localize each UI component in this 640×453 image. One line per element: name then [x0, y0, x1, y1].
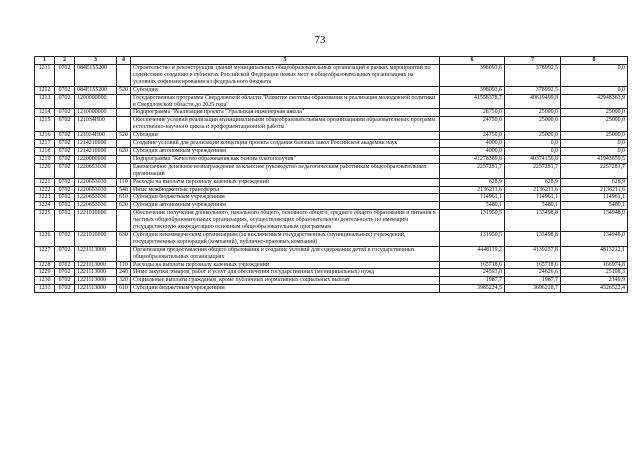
expense-type-code	[117, 94, 131, 109]
row-number: 1220	[35, 163, 55, 178]
section-code: 0702	[55, 178, 75, 186]
amount-col-8: 2257281,7	[561, 163, 628, 178]
target-article-code: 084E155200	[75, 86, 117, 94]
amount-col-6: 24593,0	[440, 269, 505, 277]
amount-col-6: 24750,0	[440, 117, 505, 132]
budget-table	[34, 56, 628, 293]
expense-type-code	[117, 140, 131, 148]
table-row	[35, 285, 628, 293]
amount-col-8: 0,0	[561, 147, 628, 155]
section-code: 0702	[55, 109, 75, 117]
amount-col-8: 25000,0	[561, 117, 628, 132]
table-row	[35, 94, 628, 109]
expense-type-code: 110	[117, 261, 131, 269]
amount-col-6: 5480,1	[440, 202, 505, 210]
amount-col-7: 5480,1	[505, 202, 561, 210]
row-description: Расходы на выплаты персоналу казенных учреждений	[131, 261, 440, 269]
row-description: Социальные выплаты гражданам, кроме публичных нормативных социальных выплат	[131, 277, 440, 285]
row-number: 1222	[35, 186, 55, 194]
table-row	[35, 210, 628, 232]
column-header: 6	[440, 57, 505, 65]
amount-col-6: 398093,6	[440, 65, 505, 87]
amount-col-7: 378992,5	[505, 65, 561, 87]
section-code: 0702	[55, 94, 75, 109]
section-code: 0702	[55, 140, 75, 148]
amount-col-6: 398093,6	[440, 86, 505, 94]
row-description: Субсидии некоммерческим организациям (за исключением государственных (муниципальных) учреждений, государственных корпораций (компаний), публично-правовых компаний)	[131, 231, 440, 246]
amount-col-7: 165718,6	[505, 261, 561, 269]
row-description: Субсидии автономным учреждениям	[131, 202, 440, 210]
amount-col-6: 165718,6	[440, 261, 505, 269]
target-article-code: 1220653030	[75, 202, 117, 210]
amount-col-7: 0,0	[505, 140, 561, 148]
row-number: 1221	[35, 178, 55, 186]
row-description: Субсидии	[131, 86, 440, 94]
amount-col-8: 0,0	[561, 140, 628, 148]
amount-col-6: 4448119,2	[440, 246, 505, 261]
section-code: 0702	[55, 210, 75, 232]
section-code: 0702	[55, 194, 75, 202]
section-code: 0702	[55, 163, 75, 178]
amount-col-8: 42948363,9	[561, 94, 628, 109]
amount-col-7: 378992,5	[505, 86, 561, 94]
row-description: Иные закупки товаров, работ и услуг для обеспечения государственных (муниципальных) нужд	[131, 269, 440, 277]
amount-col-8: 134948,0	[561, 210, 628, 232]
table-row	[35, 163, 628, 178]
row-description: Государственная программа Свердловской области "Развитие системы образования и реализация молодежной политики в Свердловской области до 2025 года"	[131, 94, 440, 109]
row-number: 1213	[35, 94, 55, 109]
page-number: 73	[314, 34, 326, 46]
amount-col-8: 0,0	[561, 65, 628, 87]
table-row	[35, 109, 628, 117]
row-number: 1224	[35, 202, 55, 210]
target-article-code: 1220000000	[75, 155, 117, 163]
amount-col-6: 4000,0	[440, 147, 505, 155]
amount-col-8: 25000,0	[561, 109, 628, 117]
expense-type-code: 610	[117, 194, 131, 202]
table-row	[35, 194, 628, 202]
expense-type-code	[117, 117, 131, 132]
target-article-code: 1221113000	[75, 277, 117, 285]
amount-col-6: 4000,0	[440, 140, 505, 148]
amount-col-6: 131950,5	[440, 231, 505, 246]
row-description: Субсидии бюджетным учреждениям	[131, 285, 440, 293]
row-number: 1211	[35, 65, 55, 87]
target-article-code: 1221113000	[75, 269, 117, 277]
amount-col-8: 0,0	[561, 86, 628, 94]
row-description: Иные межбюджетные трансферты	[131, 186, 440, 194]
row-description: Обеспечение получения дошкольного, начального общего, основного общего, среднего общего образования и питания в частных общеобразовательных организациях, осуществляющих образовательную деятельность по имеющим государственную аккредитацию основным общеобразовательным программам	[131, 210, 440, 232]
amount-col-8: 4813212,1	[561, 246, 628, 261]
table-row	[35, 86, 628, 94]
section-code: 0702	[55, 86, 75, 94]
amount-col-8: 166974,8	[561, 261, 628, 269]
amount-col-7: 114961,1	[505, 194, 561, 202]
row-number: 1212	[35, 86, 55, 94]
table-row	[35, 261, 628, 269]
expense-type-code: 520	[117, 132, 131, 140]
target-article-code: 1221010000	[75, 210, 117, 232]
amount-col-7: 24626,6	[505, 269, 561, 277]
target-article-code: 1220653030	[75, 178, 117, 186]
expense-type-code: 620	[117, 147, 131, 155]
row-number: 1223	[35, 194, 55, 202]
row-description: Ежемесячное денежное вознаграждение за классное руководство педагогическим работникам общеобразовательных организаций	[131, 163, 440, 178]
amount-col-7: 25000,0	[505, 117, 561, 132]
column-header: 1	[35, 57, 55, 65]
expense-type-code: 610	[117, 285, 131, 293]
target-article-code: 1210000000	[75, 109, 117, 117]
amount-col-8: 25000,0	[561, 132, 628, 140]
section-code: 0702	[55, 261, 75, 269]
row-number: 1228	[35, 261, 55, 269]
target-article-code: 084E155200	[75, 65, 117, 87]
expense-type-code: 110	[117, 178, 131, 186]
amount-col-7: 25000,0	[505, 109, 561, 117]
row-description: Субсидии	[131, 132, 440, 140]
table-row	[35, 65, 628, 87]
expense-type-code	[117, 65, 131, 87]
section-code: 0702	[55, 202, 75, 210]
section-code: 0702	[55, 285, 75, 293]
table-header-row	[35, 57, 628, 65]
amount-col-7: 133498,8	[505, 210, 561, 232]
row-number: 1217	[35, 140, 55, 148]
row-number: 1214	[35, 109, 55, 117]
row-description: Подпрограмма "Качество образования как основа благополучия"	[131, 155, 440, 163]
expense-type-code	[117, 210, 131, 232]
section-code: 0702	[55, 147, 75, 155]
amount-col-7: 3696218,7	[505, 285, 561, 293]
expense-type-code: 630	[117, 231, 131, 246]
row-description: Создание условий для реализации концепции проекта создания базовых школ Российской академии наук	[131, 140, 440, 148]
amount-col-6: 2257281,7	[440, 163, 505, 178]
table-row	[35, 202, 628, 210]
amount-col-8: 4326522,4	[561, 285, 628, 293]
table-row	[35, 132, 628, 140]
amount-col-6: 28750,0	[440, 109, 505, 117]
row-number: 1231	[35, 285, 55, 293]
row-number: 1219	[35, 155, 55, 163]
expense-type-code: 540	[117, 186, 131, 194]
amount-col-8: 134948,0	[561, 231, 628, 246]
target-article-code: 1220653030	[75, 194, 117, 202]
row-description: Субсидии автономным учреждениям	[131, 147, 440, 155]
table-row	[35, 117, 628, 132]
expense-type-code	[117, 155, 131, 163]
amount-col-7: 0,0	[505, 147, 561, 155]
amount-col-7: 2136211,6	[505, 186, 561, 194]
amount-col-7: 628,9	[505, 178, 561, 186]
amount-col-7: 2257281,7	[505, 163, 561, 178]
target-article-code: 1214210000	[75, 140, 117, 148]
row-description: Строительство и реконструкция зданий муниципальных общеобразовательных организаций в рамках мероприятий по содействию созданию в субъектах Российской Федерации новых мест в общеобразовательных организациях на условиях софинансирования из федерального бюджета	[131, 65, 440, 87]
amount-col-6: 24750,0	[440, 132, 505, 140]
section-code: 0702	[55, 186, 75, 194]
column-header: 5	[131, 57, 440, 65]
target-article-code: 1214210000	[75, 147, 117, 155]
row-description: Подпрограмма "Реализация проекта "Уральская инженерная школа"	[131, 109, 440, 117]
table-row	[35, 277, 628, 285]
amount-col-6: 131950,5	[440, 210, 505, 232]
section-code: 0702	[55, 277, 75, 285]
row-number: 1230	[35, 277, 55, 285]
amount-col-7: 4139237,8	[505, 246, 561, 261]
target-article-code: 1221010000	[75, 231, 117, 246]
table-row	[35, 231, 628, 246]
target-article-code: 1220653030	[75, 163, 117, 178]
amount-col-6: 41558378,7	[440, 94, 505, 109]
amount-col-8: 114961,1	[561, 194, 628, 202]
row-description: Субсидии бюджетным учреждениям	[131, 194, 440, 202]
target-article-code: 121034Н00	[75, 117, 117, 132]
amount-col-6: 114961,1	[440, 194, 505, 202]
expense-type-code	[117, 246, 131, 261]
expense-type-code: 240	[117, 269, 131, 277]
column-header: 4	[117, 57, 131, 65]
section-code: 0702	[55, 246, 75, 261]
section-code: 0702	[55, 117, 75, 132]
section-code: 0702	[55, 65, 75, 87]
section-code: 0702	[55, 155, 75, 163]
table-row	[35, 140, 628, 148]
row-number: 1226	[35, 231, 55, 246]
row-number: 1227	[35, 246, 55, 261]
table-row	[35, 147, 628, 155]
amount-col-8: 628,9	[561, 178, 628, 186]
amount-col-8: 5480,1	[561, 202, 628, 210]
row-number: 1216	[35, 132, 55, 140]
column-header: 8	[561, 57, 628, 65]
amount-col-6: 41278389,8	[440, 155, 505, 163]
target-article-code: 1220653030	[75, 186, 117, 194]
amount-col-7: 40374156,8	[505, 155, 561, 163]
table-row	[35, 155, 628, 163]
amount-col-8: 2149,9	[561, 277, 628, 285]
amount-col-6: 1987,7	[440, 277, 505, 285]
table-row	[35, 246, 628, 261]
target-article-code: 1221113000	[75, 246, 117, 261]
row-description: Расходы на выплаты персоналу казенных учреждений	[131, 178, 440, 186]
row-number: 1229	[35, 269, 55, 277]
section-code: 0702	[55, 132, 75, 140]
amount-col-6: 3985224,5	[440, 285, 505, 293]
amount-col-7: 25000,0	[505, 132, 561, 140]
amount-col-7: 1987,7	[505, 277, 561, 285]
amount-col-8: 25108,3	[561, 269, 628, 277]
expense-type-code: 520	[117, 86, 131, 94]
expense-type-code	[117, 163, 131, 178]
section-code: 0702	[55, 269, 75, 277]
column-header: 2	[55, 57, 75, 65]
target-article-code: 121034Н00	[75, 132, 117, 140]
column-header: 3	[75, 57, 117, 65]
row-number: 1215	[35, 117, 55, 132]
amount-col-6: 2136211,6	[440, 186, 505, 194]
table-row	[35, 269, 628, 277]
expense-type-code	[117, 109, 131, 117]
expense-type-code: 620	[117, 202, 131, 210]
column-header: 7	[505, 57, 561, 65]
amount-col-8: 2136211,6	[561, 186, 628, 194]
amount-col-7: 133498,8	[505, 231, 561, 246]
table-row	[35, 178, 628, 186]
expense-type-code: 320	[117, 277, 131, 285]
row-number: 1218	[35, 147, 55, 155]
row-description: Обеспечение условий реализации муниципальными общеобразовательными организациями образовательных программ естественно-научного цикла и профориентационной работы	[131, 117, 440, 132]
row-description: Организация предоставления общего образования и создание условий для содержания детей в государственных общеобразовательных организациях	[131, 246, 440, 261]
row-number: 1225	[35, 210, 55, 232]
amount-col-7: 40619499,8	[505, 94, 561, 109]
amount-col-8: 41943659,5	[561, 155, 628, 163]
table-row	[35, 186, 628, 194]
section-code: 0702	[55, 231, 75, 246]
amount-col-6: 628,9	[440, 178, 505, 186]
target-article-code: 1221113000	[75, 285, 117, 293]
target-article-code: 1200000000	[75, 94, 117, 109]
target-article-code: 1221113000	[75, 261, 117, 269]
